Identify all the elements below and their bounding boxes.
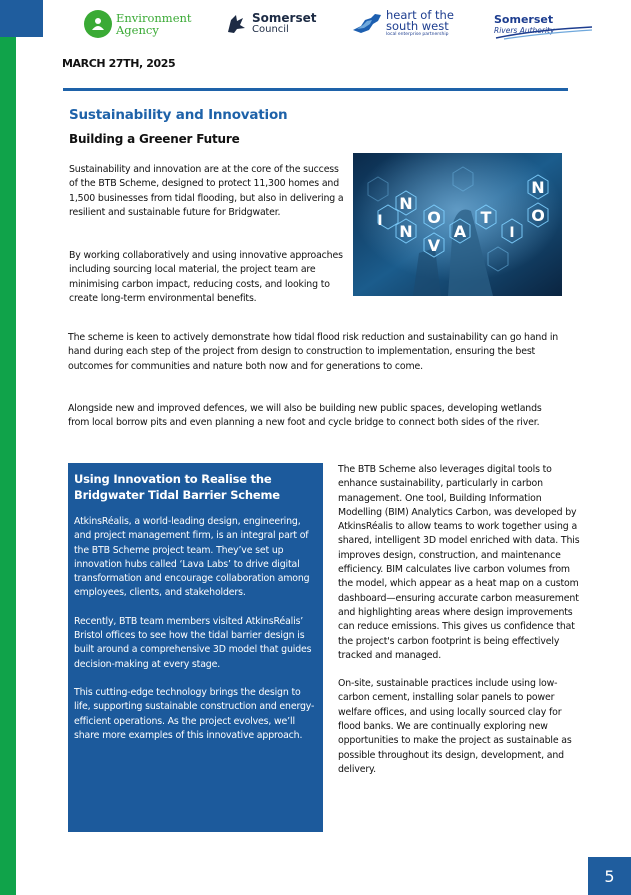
- corner-block: [0, 0, 43, 37]
- issue-date: MARCH 27TH, 2025: [62, 57, 176, 70]
- environment-agency-logo: [84, 6, 192, 42]
- body-paragraph-1: The scheme is keen to actively demonstrate how tidal flood risk reduction and sustainability can go hand in hand during each step of the project from design to construction to implementation, ensuring the best outcomes for communities and nature both now and for generations to come.: [68, 332, 559, 372]
- somerset-council-line2: Council: [252, 24, 289, 35]
- right-column: [338, 463, 580, 777]
- dragon-icon: [224, 12, 248, 36]
- environment-agency-line2: Agency: [116, 23, 159, 37]
- environment-agency-line1: Environment: [116, 11, 192, 25]
- peninsula-icon: [352, 12, 382, 36]
- header-divider: [63, 88, 568, 91]
- right-paragraph-2: On-site, sustainable practices include using low-carbon cement, installing solar panels to power welfare offices, and using locally sourced clay for flood banks. We are continually exploring new opportunities to make the project as sustainable as possible throughout its design, development, and delivery.: [338, 678, 572, 775]
- hero-letter: N: [399, 222, 413, 241]
- hero-letter: V: [427, 236, 441, 255]
- somerset-council-line1: Somerset: [252, 11, 317, 25]
- callout-paragraph-1: AtkinsRéalis, a world-leading design, engineering, and project management firm, is an integral part of the BTB Scheme project team. They’ve set up innovation hubs called ‘Lava Labs’ to drive digital transformation and encourage collaboration among employees, clients, and stakeholders.: [74, 516, 310, 599]
- heart-of-sw-line2: south west: [386, 19, 449, 33]
- heart-of-sw-line3: local enterprise partnership: [386, 32, 449, 37]
- innovation-callout-box: [68, 463, 323, 832]
- hero-letter: A: [453, 222, 467, 241]
- sra-line2: Rivers Authority: [494, 25, 555, 35]
- environment-agency-icon: [84, 10, 112, 38]
- callout-paragraph-3: This cutting-edge technology brings the design to life, supporting sustainable construction and energy-efficient operations. As the project evolves, we’ll share more examples of this innovative approach.: [74, 686, 315, 741]
- page-subtitle: Building a Greener Future: [69, 132, 240, 146]
- page-number: 5: [588, 857, 631, 895]
- callout-title: Using Innovation to Realise the Bridgwater Tidal Barrier Scheme: [74, 472, 280, 502]
- hero-letter: I: [509, 225, 515, 241]
- green-side-bar: [0, 37, 16, 895]
- hero-letter: I: [377, 213, 383, 229]
- hero-letter: O: [427, 208, 441, 227]
- page-title: Sustainability and Innovation: [69, 107, 288, 123]
- right-paragraph-1: The BTB Scheme also leverages digital tools to enhance sustainability, particularly in carbon management. One tool, Building Information Modelling (BIM) Analytics Carbon, was developed by AtkinsRéalis to allow teams to work together using a shared, intelligent 3D model enriched with data. This improves design, construction, and maintenance efficiency. BIM calculates live carbon volumes from the model, which appear as a heat map on a custom dashboard—ensuring accurate carbon measurement and highlighting areas where design improvements can reduce emissions. This gives us confidence that the project's carbon footprint is being effectively tracked and managed.: [338, 464, 580, 661]
- heart-of-sw-line1: heart of the: [386, 8, 454, 22]
- hero-letter: T: [480, 208, 492, 227]
- intro-paragraph-2: By working collaboratively and using innovative approaches including sourcing local material, the project team are minimising carbon impact, reducing costs, and looking to create long-term environmental benefits.: [69, 250, 343, 304]
- innovation-image: [353, 153, 562, 296]
- partner-logos: [84, 6, 594, 42]
- callout-paragraph-2: Recently, BTB team members visited AtkinsRéalis’ Bristol offices to see how the tidal barrier design is built around a comprehensive 3D model that guides decision-making at every stage.: [74, 615, 312, 670]
- river-swoosh-icon: [494, 26, 594, 40]
- sra-line1: Somerset: [494, 12, 554, 26]
- somerset-council-logo: [224, 6, 316, 42]
- heart-of-south-west-logo: [352, 6, 454, 42]
- hero-letter: N: [399, 194, 413, 213]
- hero-letter: O: [531, 206, 545, 225]
- hero-letter: N: [531, 178, 545, 197]
- somerset-rivers-authority-logo: [494, 6, 554, 42]
- intro-paragraph-1: Sustainability and innovation are at the core of the success of the BTB Scheme, designed to protect 11,300 homes and 1,500 businesses from tidal flooding, but also in delivering a resilient and sustainable future for Bridgwater.: [69, 164, 344, 218]
- body-paragraph-2: Alongside new and improved defences, we will also be building new public spaces, developing wetlands from local borrow pits and even planning a new foot and cycle bridge to connect both sides of the river.: [68, 403, 542, 429]
